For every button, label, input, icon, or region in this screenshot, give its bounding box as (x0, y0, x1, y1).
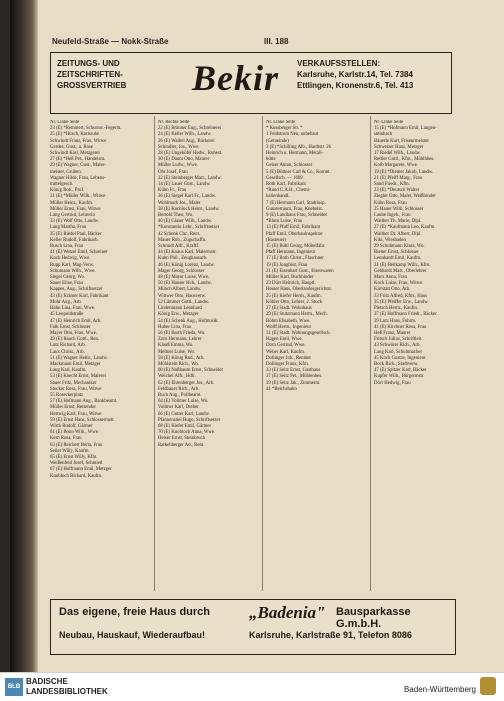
directory-entry: Bock Rich., Stadtverw. (374, 361, 419, 367)
directory-entry: Heiser Ernst, Steinbruch (158, 436, 206, 442)
directory-entry: 37 (E) Seitz Pet., Mühlenbes. (266, 374, 323, 380)
top-ad-left-line: ZEITSCHRIFTEN- (57, 70, 123, 79)
directory-entry: Müller Karl, Buchbinder (266, 275, 314, 281)
directory-entry: Ziegler Otto, Maler, Weißbinder (374, 194, 436, 200)
directory-entry: 28 (E) Ungehöfer Hedw., Ruhest. (158, 151, 223, 157)
directory-entry: 26 (E) Waibel Aug., Bäckerei (158, 138, 215, 144)
directory-entry: 42 Schenk Chr., Rent. (158, 231, 201, 237)
directory-entry: 19 (E) *Diemer Jakob, Landw. (374, 169, 434, 175)
directory-entry: Gerdes, Gust., u. Rose (50, 144, 94, 150)
directory-entry: 53 (E) Knecht Ernst, Malerei (50, 374, 106, 380)
directory-entry: Sand Friedr., Kfm. (374, 182, 410, 188)
directory-entry: 66 (E) Gutter Karl, Landw. (158, 411, 210, 417)
directory-entry: 27 (E) *Heß Pet., Handelsm. (50, 157, 106, 163)
directory-entry: 15 (E) *Hofmann Emil, Langen- (374, 126, 437, 132)
directory-entry: Wohlmuth Jos., Maler (158, 200, 201, 206)
column-divider (154, 116, 155, 591)
directory-entry: 3 (E) *Schilling Alb., Hardtstr. 26 (266, 144, 332, 150)
directory-entry: 30 (E) Daum Otto, Maurer (158, 157, 210, 163)
directory-entry: 50 (E) Hauser Hch., Landw. (158, 281, 212, 287)
directory-entry: 33 (E) Seitz Ernst, Gasthaus (266, 368, 321, 374)
directory-entry: 29 Schuhmann Klara, Wo. (374, 244, 425, 250)
directory-entry: Hagen Emil, Wwe. (266, 337, 303, 343)
footer-label-line2: LANDESBIBLIOTHEK (26, 687, 108, 696)
directory-entry: (Gemeinde) (266, 138, 289, 144)
directory-entry: 47 (E) Heinrich Emil, Arb. (50, 318, 102, 324)
top-ad-left-line: GROSSVERTRIEB (57, 81, 127, 90)
directory-entry: Stocker Rosa, Frau, Witwe (50, 386, 102, 392)
directory-entry: Schindler, Jos., Wwe. (158, 144, 200, 150)
directory-entry: Schmidt Alfr., Kraftf. (158, 244, 200, 250)
directory-entry: Köhler Otto, Lehrer, 2. Stock (266, 299, 323, 305)
directory-entry: Pfannenstiel Hugo, Schriftsetzer (158, 417, 221, 423)
directory-entry: Bäuerle Kurt, Friseurmeister (374, 138, 430, 144)
directory-entry: 49 (E) Rauch Gottl., Ren. (50, 337, 100, 343)
directory-column-4 (374, 120, 466, 560)
header-right: III. 188 (264, 37, 289, 46)
directory-entry: *Rund C.A.H., Chemi- (266, 188, 311, 194)
directory-entry: Schwindt Franz, Frau, Witwe (50, 138, 107, 144)
directory-entry: Dörr Hedwig, Frau (374, 380, 411, 386)
directory-entry: Laux Christ., Arb. (50, 349, 85, 355)
directory-entry: Zorn Hermann, Lehrer (158, 337, 202, 343)
directory-entry: 39 (E) Seitz Jak., Zimmerm. (266, 380, 321, 386)
directory-entry: Weichel Alfr., Hdlr. (158, 374, 196, 380)
directory-entry: steinbach (374, 132, 393, 138)
directory-entry: Gebhardt Mart., Oberlehrer (374, 268, 427, 274)
directory-entry: Fritsch Julius, Schriftleit. (374, 337, 423, 343)
directory-entry: Koch Luise, Frau, Witwe (374, 281, 423, 287)
top-ad-brand: Bekir (192, 58, 280, 98)
top-ad-right-line: Karlsruhe, Karlstr.14, Tel. 7384 (297, 70, 413, 79)
directory-entry: Laube Ingeb., Frau (374, 213, 411, 219)
directory-entry: Sauer Elise, Frau (50, 281, 83, 287)
directory-entry: Münch Albert, Landw. (158, 287, 202, 293)
directory-entry: * Kussberger Str. * (266, 126, 303, 132)
directory-entry: Lang Karl, Kaufm. (50, 368, 87, 374)
directory-entry: Mohr Aug., Arb. (50, 299, 82, 305)
directory-entry: Rupp Karl, Mag-Verw. (50, 262, 94, 268)
directory-entry: 52 Lämmer Gottl., Landw. (158, 299, 210, 305)
directory-entry: Dorn Gertrud, Wwe. (266, 343, 306, 349)
directory-entry: Weißenfeld Josef, Schmied (50, 461, 103, 467)
directory-entry: Ohr Josef, Frau (158, 169, 188, 175)
directory-entry: 23 (E) *Remmert, Schornst.-Fegerm. (50, 126, 122, 132)
directory-entry: Rettler Gottl., Kfm., Mühlhbes. (374, 157, 435, 163)
directory-entry: 46 (E) König Lorenz, Landw. (158, 262, 215, 268)
directory-entry: Schweizer Hans, Metzger (374, 144, 424, 150)
top-advertisement (50, 52, 452, 114)
header-left: Neufeld-Straße — Nokk-Straße (52, 37, 169, 46)
directory-entry: hütte (266, 157, 276, 163)
directory-entry: Klauß Emma, Wo. (158, 343, 194, 349)
directory-entry: Roth Karl, Fabrikant (266, 182, 306, 188)
directory-entry: Ruch Aug., Pollbeamt. (158, 392, 202, 398)
directory-entry: 34 (E) Lauer Gust., Landw. (158, 182, 211, 188)
directory-entry: *Konstantin Lehr., Schriftsetzer (158, 225, 220, 231)
directory-entry: Kühn Fr., Frau (158, 188, 187, 194)
directory-entry: 22 (E) Bräuner Eug., Schreinerei (158, 126, 222, 132)
directory-entry: Huber Lina, Frau (158, 324, 192, 330)
bottom-advertisement (50, 599, 456, 655)
crest-icon (480, 677, 496, 695)
directory-entry: meister, Gruben. (50, 169, 82, 175)
directory-entry: 60 (E) Nußbaum Ernst, Schneider (158, 368, 224, 374)
footer-region: Baden-Württemberg (403, 685, 476, 694)
directory-entry: 41 (E) Wetzel Emil, Schreiner (50, 250, 108, 256)
directory-entry: Kühn Rosa, Frau (374, 200, 407, 206)
directory-entry: Kiki, Wiesbaden (374, 237, 406, 243)
directory-entry: Müller Ernst, Reisender (50, 405, 96, 411)
directory-entry: Kuhn Phil., Zeughausarb. (158, 256, 208, 262)
directory-entry: Nr. Linke Seite (50, 120, 80, 125)
directory-entry: Mager Georg, Schlosser (158, 268, 205, 274)
directory-entry: Heinrich u. Hermann, Metall- (266, 151, 324, 157)
directory-entry: 21 (E) Pfeiff Marg., Frau (374, 175, 423, 181)
directory-entry: 43 Schwörer Rich., Arb. (374, 343, 421, 349)
directory-entry: 33 (E) Wolf Otto, Landw. (50, 219, 100, 225)
directory-entry: Schumann Wilh., Wwe. (50, 268, 96, 274)
bottom-ad-text-c: Neubau, Hauskauf, Wiederaufbau! (59, 630, 205, 640)
directory-entry: Weber Karl, Kaufm. (266, 349, 306, 355)
directory-entry: Lutz Richard, Arb. (50, 343, 86, 349)
directory-entry: 29 (E) Wagner, Gust., Maler- (50, 163, 106, 169)
directory-entry: Busch Lina, Frau (50, 244, 84, 250)
directory-entry: Mühlstein Rich., Wo. (158, 361, 199, 367)
directory-entry: Wittwer Otto, Hausverw. (158, 293, 206, 299)
library-footer (0, 672, 504, 701)
directory-entry: 35 (E) Riedel Paul, Bäcker (50, 231, 102, 237)
top-ad-right-line: VERKAUFSSTELLEN: (297, 59, 381, 68)
directory-entry: Wirth Rudolf, Gärtner (50, 423, 93, 429)
directory-column-2 (158, 120, 250, 560)
directory-entry: 7 (E) Hermann Carl, Stadtinsp. (266, 200, 326, 206)
directory-entry: 25 (E) Kiefer Herm., Kaufm. (266, 293, 322, 299)
directory-entry: 36 (E) Siegel Karl Fr., Landw. (158, 194, 217, 200)
directory-entry: Wagner Hilde, Frau, Lebens- (50, 175, 106, 181)
directory-entry: 39 Lutz Hans, Fuhrm. (374, 318, 417, 324)
directory-entry: Kappes, Aug., Schriftsetzer (50, 287, 103, 293)
directory-entry: Mauer Rob., Zugschaffn. (158, 237, 207, 243)
directory-entry: 31 (E) Heitkamp Wilh., Kfm. (374, 262, 431, 268)
directory-entry: Koch Hedwig, Wwe. (50, 256, 91, 262)
directory-entry: Pietsch Herm., Kaufm. (374, 306, 419, 312)
directory-entry: Sauer Fritz, Mechaniker (50, 380, 97, 386)
directory-entry: 33 Fritz Alfred, Kfm., Haus (374, 293, 428, 299)
directory-entry: Mayer Otto, Frau, Wwe. (50, 330, 98, 336)
directory-entry: 27 (E) *Kaufmann Leo, Kaufm. (374, 225, 436, 231)
directory-entry: Seiler Willy, Kaufm. (50, 448, 90, 454)
directory-column-1 (50, 120, 142, 560)
directory-entry: Melmer Luise, Wo. (158, 349, 196, 355)
bottom-ad-text-b: Bausparkasse G.m.b.H. (336, 606, 411, 630)
directory-entry: 70 (E) Knobloch Anna, Wwe. (158, 430, 216, 436)
directory-entry: Gunsterraum, Frau, Knebelst. (266, 206, 323, 212)
directory-entry: 32 (E) Steinberger Mart., Landw. (158, 175, 222, 181)
directory-entry: Lindenmann Leonhard (158, 306, 202, 312)
directory-entry: 55 Roseckerplatz (50, 392, 84, 398)
directory-entry: König Rob., Prof. (50, 188, 85, 194)
directory-entry: 40 (E) Glaser Wilh., Landw. (158, 219, 213, 225)
column-divider (262, 116, 263, 591)
directory-entry: Schwindt Karl, Metzgerei (50, 151, 100, 157)
directory-entry: 29 (E) Stutzmann Herm., Mech. (266, 312, 328, 318)
directory-entry: 19 (E) Jungblut, Frau (266, 262, 308, 268)
directory-entry: 54 (E) Schenk Aug., Hofmusik. (158, 318, 219, 324)
directory-entry: Walther Dr. Albert, Dipl. (374, 231, 422, 237)
directory-entry: Lang Martha, Frau (50, 225, 87, 231)
directory-entry: Ratkehberger Ad., Rent. (158, 442, 205, 448)
directory-entry: 17 (E) Roth Christ., Flaschner (266, 256, 324, 262)
directory-entry: 56 (E) Barth Frieda, Wo. (158, 330, 206, 336)
directory-entry: Hertwig Karl, Frau, Witwe (50, 411, 102, 417)
directory-entry: 62 (E) Ehrenberger Jos., Arb. (158, 380, 215, 386)
directory-entry: 35 (E) Pfeiffer Erw., Landw. (374, 299, 429, 305)
directory-column-3 (266, 120, 358, 560)
directory-entry: 63 (E) Reichert Berta, Frau (50, 442, 103, 448)
directory-entry: 24 (E) Keller Wilh., Landw. (158, 132, 212, 138)
directory-entry: 51 (E) Wagner Heinr., Landw. (50, 355, 108, 361)
directory-entry: 68 (E) Kiefer Emil, Gärtner (158, 423, 212, 429)
directory-entry: Falk Ernst, Schlosser (50, 324, 91, 330)
directory-entry: Vollmer Karl, Dreher (158, 405, 199, 411)
directory-entry: Müller Heinr., Kaufm. (50, 200, 94, 206)
directory-entry: Mackmann Emil, Metzger (50, 361, 101, 367)
directory-entry: Kupfer Wilh., Bürgermstr. (374, 374, 425, 380)
directory-entry: 64 (E) Vollmer Luise, Wo. (158, 399, 209, 405)
footer-label-line1: BADISCHE (26, 677, 68, 686)
directory-entry: Leonhardt Emil, Kaufm. (374, 256, 422, 262)
directory-entry: 41 *Reichsbahn (266, 386, 297, 392)
directory-entry: 44 (E) Knaus Karl, Malermstr. (158, 250, 217, 256)
directory-entry: Siegel Georg, Wo. (50, 275, 86, 281)
directory-entry: mittelgesch. (50, 182, 74, 188)
directory-entry: König Erw., Metzger (158, 312, 199, 318)
directory-entry: 58 (E) König Rud., Arb. (158, 355, 205, 361)
directory-entry: Dollinger Joh., Rentner (266, 355, 312, 361)
directory-entry: Geiser Anton, Schlosser (266, 163, 313, 169)
directory-entry: Kolb Margarete, Wwe. (374, 163, 419, 169)
directory-entry: Pfaff Emil, Oberbauinspektor (266, 231, 323, 237)
directory-entry: Gesellsch. — 1609 (266, 175, 303, 181)
directory-entry: 57 (E) Hofmann Aug., Bankbeamt. (50, 399, 118, 405)
directory-entry: 25 Hauer Willi, Schlosser (374, 206, 424, 212)
directory-entry: Hahn Lina, Frau, Wwe. (50, 306, 96, 312)
directory-entry: 45 Koch Gustav, Ingenieur (374, 355, 426, 361)
column-divider (370, 116, 371, 591)
directory-entry: 13 (E) Pfaff Emil, Fabrikant (266, 225, 321, 231)
directory-entry: Pfaff Hermann, Ingenieur (266, 250, 316, 256)
top-ad-left-line: ZEITUNGS- UND (57, 59, 120, 68)
directory-entry: 31 (E) *Müller Wilh., Witwe (50, 194, 106, 200)
bottom-ad-text-a: Das eigene, freie Haus durch (59, 606, 210, 618)
directory-entry: 37 (E) Hoffmann Friedr., Bäcker (374, 312, 437, 318)
directory-entry: Wolff Herm., Ingenieur (266, 324, 312, 330)
directory-entry: Hesser Hans, Oberlandesgerichtsr. (266, 287, 333, 293)
directory-entry: Keller Rudolf, Fabrikarb. (50, 237, 99, 243)
book-spine (10, 0, 38, 672)
directory-entry: Riener Ernst, Schlosser (374, 250, 419, 256)
directory-entry: 61 (E) Bonn Wilh., Wwe. (50, 430, 100, 436)
directory-entry: Böhm Elisabeth, Wwe. (266, 318, 311, 324)
directory-entry: Walther Th. Marie, Dipl. (374, 219, 422, 225)
directory-entry: Nr. Linke Seite (374, 120, 404, 125)
directory-entry: Lang Karl, Schuhmacher (374, 349, 423, 355)
directory-entry: 43 (E) Krämer Karl, Fabrikant (50, 293, 109, 299)
directory-entry: Müller Ernst, Frau, Witwe (50, 206, 101, 212)
directory-entry: kalienhandl. (266, 194, 290, 200)
directory-entry: 15 (E) Bühl Georg, Möbelfabr. (266, 244, 326, 250)
directory-entry: Feldbauer Rich., Arb. (158, 386, 200, 392)
directory-entry: 48 (E) Mayer Luise, Wwe. (158, 275, 210, 281)
directory-entry: Kern Rosa, Frau (50, 436, 82, 442)
directory-entry: Kirrstatt Otto, Arb. (374, 287, 411, 293)
directory-entry: 9 (E) Landhaus Frau, Schneider (266, 213, 328, 219)
directory-entry: 23 Dürr Heinrich, Hauptl. (266, 281, 316, 287)
directory-entry: 25 (E) *Hüsch, Karlsruhe (50, 132, 100, 138)
bottom-ad-text-d: Karlsruhe, Karlstraße 91, Telefon 8086 (249, 630, 412, 640)
directory-entry: 17 Riedel Wilh., Landw. (374, 151, 421, 157)
directory-entry: 67 (E) Hoffmann Emil, Metzger (50, 467, 112, 473)
directory-entry: Knobloch Richard, Kaufm. (50, 473, 103, 479)
directory-entry: Marx Anna, Frau (374, 275, 407, 281)
library-logo: BLB (5, 678, 23, 696)
directory-entry: 5 (E) Büttner Carl & Co., Komm. (266, 169, 331, 175)
directory-entry: Lang Gertrud, Lehrerin (50, 213, 95, 219)
directory-entry: 27 (E) Stadt. Wohnhaus (266, 306, 312, 312)
directory-entry: 65 (E) Ernst Willy, Kfm. (50, 454, 98, 460)
top-ad-right-line: Ettlingen, Kronenstr.6, Tel. 413 (297, 81, 414, 90)
directory-entry: 23 (E) *Deutsch Walter (374, 188, 420, 194)
bottom-ad-brand: „Badenia" (249, 603, 326, 622)
directory-entry: 59 (E) Ernst Hans, Schlossermstr. (50, 417, 115, 423)
directory-entry: 21 (E) Eisenhart Gust., Eisenwaren (266, 268, 334, 274)
directory-entry: Nr. Linke Seite (266, 120, 296, 125)
directory-entry: 31 (E) Stadt. Wohnungsgesellsch. (266, 330, 331, 336)
directory-entry: Müller Ludw., Wwe. (158, 163, 198, 169)
top-ad-left (57, 58, 177, 91)
directory-entry: 38 (E) Kochloch Heinr., Landw. (158, 206, 220, 212)
directory-entry: Nr. Rechte Seite (158, 120, 190, 125)
directory-entry: 47 (E) Spitzer Karl, Bäcker (374, 368, 427, 374)
directory-entry: Dollinger Franz, Kfm. (266, 361, 309, 367)
directory-entry: Bertold Theo, Wo. (158, 213, 194, 219)
directory-entry: 41 (E) Kirchner Rosa, Frau (374, 324, 427, 330)
directory-entry: Heß Franz, Maurer (374, 330, 411, 336)
directory-entry: 1 Feldstrom Neu, unbebaut (266, 132, 319, 138)
directory-entry: 45 Leopoldstraße (50, 312, 84, 318)
directory-entry: (Rasteuer) (266, 237, 286, 243)
directory-entry: *Blum Luise, Frau (266, 219, 303, 225)
top-ad-right (297, 58, 447, 91)
